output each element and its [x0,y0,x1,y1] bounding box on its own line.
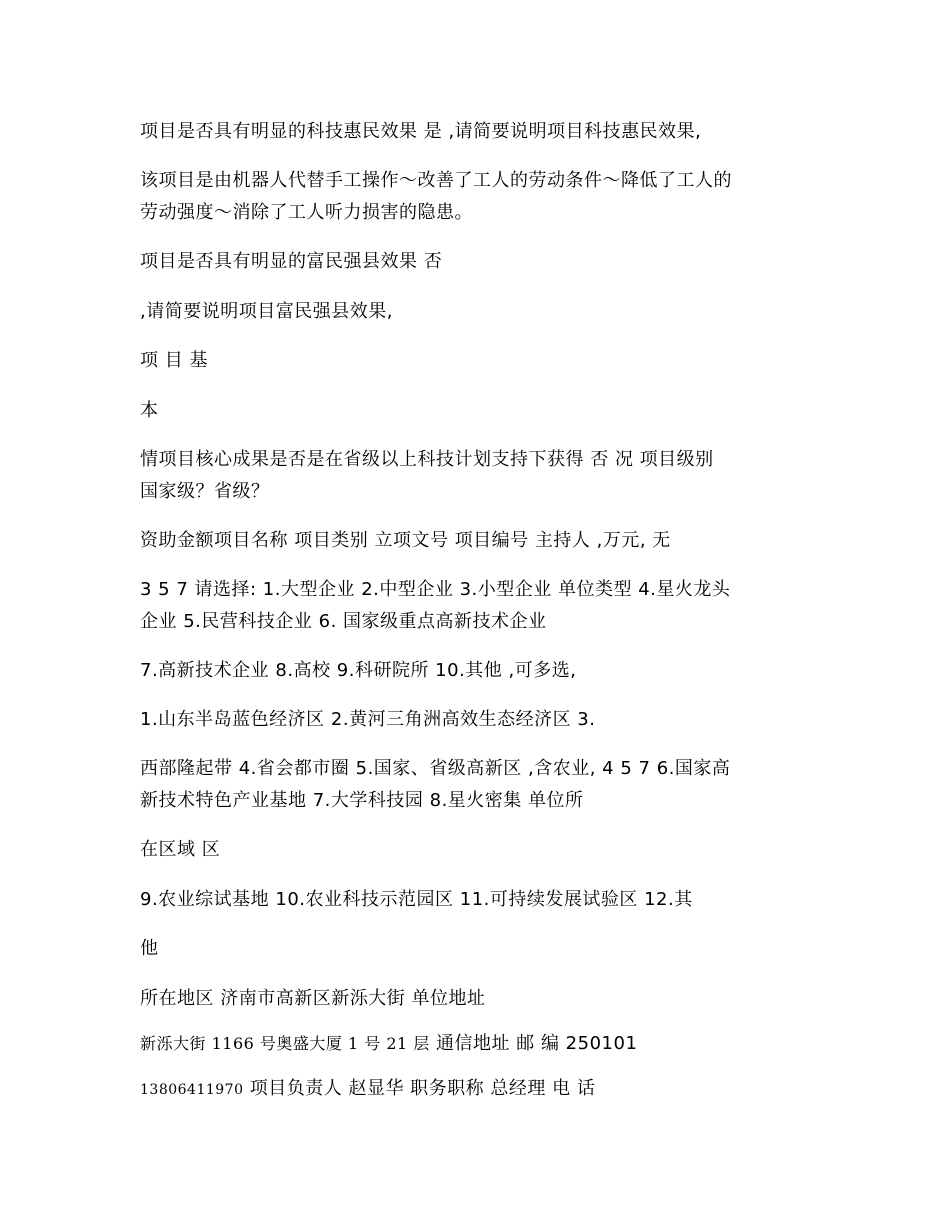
text-line-content: 所在地区 济南市高新区新泺大街 单位地址 [140,988,486,1009]
text-line-content: 情项目核心成果是否是在省级以上科技计划支持下获得 否 况 项目级别 [140,449,714,470]
text-line [140,116,820,148]
text-line-content: 国家级？省级？ [140,481,270,502]
text-line [140,884,820,916]
postal-text: 通信地址 邮 编 250101 [436,1033,638,1054]
text-line-content: 7.高新技术企业 8.高校 9.科研院所 10.其他 ,可多选, [140,660,577,681]
text-line [140,345,820,377]
text-line [140,834,820,866]
text-line-content: 新技术特色产业基地 7.大学科技园 8.星火密集 单位所 [140,790,584,811]
text-line [140,246,820,278]
text-line [140,933,820,965]
text-line [140,1028,820,1060]
text-line [140,655,820,687]
text-line-content: ,请简要说明项目富民强县效果, [140,301,393,322]
text-line-content: 3 5 7 请选择: 1.大型企业 2.中型企业 3.小型企业 单位类型 4.星火龙头 [140,579,731,600]
phone-number: 13806411970 [140,1082,244,1098]
text-line [140,296,820,328]
text-line [140,1073,820,1106]
text-paragraph [140,753,820,817]
text-line-content [140,1028,820,1060]
project-leader-text: 项目负责人 赵显华 职务职称 总经理 电 话 [249,1078,596,1099]
text-line [140,704,820,736]
text-line-content: 项目是否具有明显的科技惠民效果 是 ,请简要说明项目科技惠民效果, [140,121,702,142]
text-line-content [140,1073,820,1106]
text-line-content: 该项目是由机器人代替手工操作～改善了工人的劳动条件～降低了工人的 [140,170,732,191]
text-line-content: 9.农业综试基地 10.农业科技示范园区 11.可持续发展试验区 12.其 [140,889,693,910]
text-line [140,983,820,1015]
text-line-content: 在区域 区 [140,839,221,860]
text-line-content: 西部隆起带 4.省会都市圈 5.国家、省级高新区 ,含农业, 4 5 7 6.国家高 [140,758,731,779]
text-line-content: 劳动强度～消除了工人听力损害的隐患。 [140,202,473,223]
text-paragraph [140,165,820,229]
text-line [140,395,820,427]
text-line-content: 项目是否具有明显的富民强县效果 否 [140,251,443,272]
text-paragraph [140,444,820,508]
text-line [140,525,820,557]
text-line-content: 企业 5.民营科技企业 6. 国家级重点高新技术企业 [140,611,547,632]
text-paragraph [140,574,820,638]
text-line-content: 1.山东半岛蓝色经济区 2.黄河三角洲高效生态经济区 3. [140,709,596,730]
text-line-content: 项 目 基 [140,350,208,371]
text-line-content: 本 [140,400,159,421]
text-line-content: 他 [140,938,159,959]
text-line-content: 资助金额项目名称 项目类别 立项文号 项目编号 主持人 ,万元, 无 [140,530,671,551]
address-text: 新泺大街 1166 号奥盛大厦 1 号 21 层 [140,1034,430,1053]
